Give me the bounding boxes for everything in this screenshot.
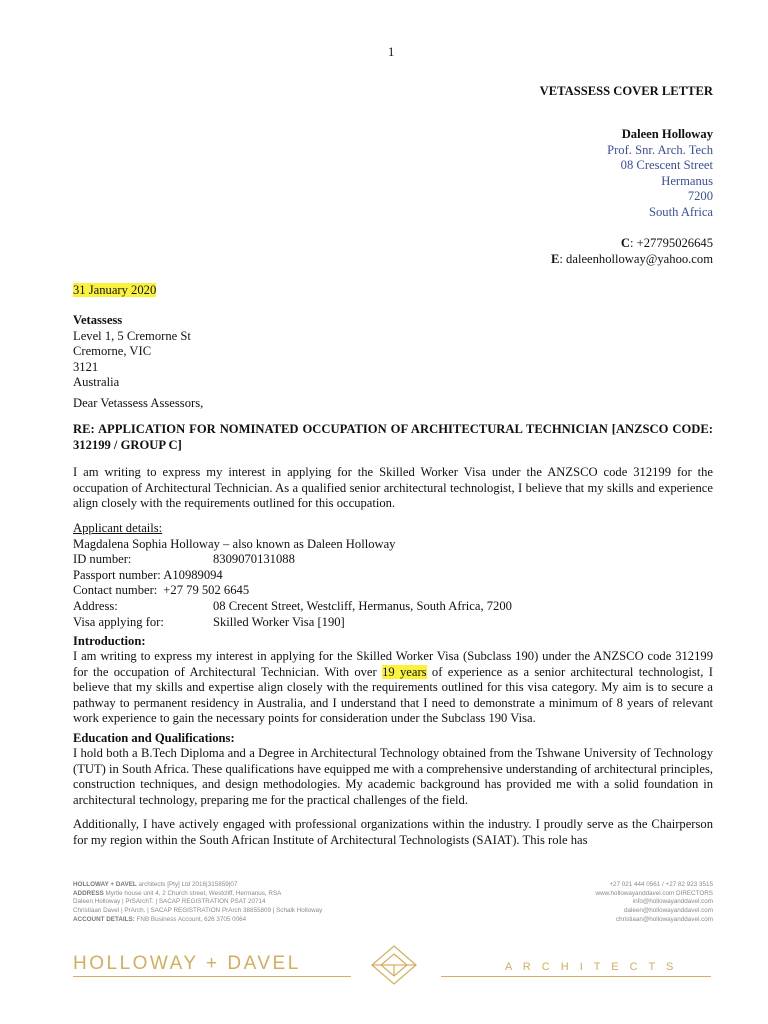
introduction-text: I am writing to express my interest in applying for the Skilled Worker Visa (Subclass 190) under the ANZSCO code 312199 for the occupation of Architectural Technician. With over 19 years of experience as a senior architectural technologist, I believe that my skills and expertise align closely with the requirements outlined for this visa category. My aim is to secure a pathway to permanent residency in Australia, and I understand that I need to demonstrate a minimum of 8 years of relevant work experience to gain the necessary points for consideration under the Subclass 190 Visa.: [73, 649, 713, 726]
footer-left: [73, 881, 322, 925]
letter-date: 31 January 2020: [73, 283, 157, 297]
salutation: Dear Vetassess Assessors,: [73, 396, 204, 410]
recipient-line3: 3121: [73, 359, 99, 374]
recipient-name: Vetassess: [73, 313, 123, 327]
footer-director-1: Daleen Holloway | PrSArchT. | SACAP REGISTRATION PSAT 20714: [73, 898, 266, 906]
recipient-line4: Australia: [73, 375, 120, 390]
brand-cube-icon: [369, 944, 419, 986]
sender-country: South Africa: [648, 204, 713, 219]
additional-paragraph: Additionally, I have actively engaged with professional organizations within the industry. I proudly serve as the Chairperson for my region within the South African Institute of Architectural Technologists (SAIAT). This role has: [73, 817, 713, 847]
brand-tagline: A R C H I T E C T S: [505, 961, 678, 973]
footer-right: [596, 881, 713, 925]
applicant-visa: Visa applying for: Skilled Worker Visa [190]: [73, 614, 345, 629]
page-number: 1: [388, 45, 395, 59]
sender-town: Hermanus: [661, 173, 713, 188]
brand-line-left: [73, 976, 351, 977]
education-text: I hold both a B.Tech Diploma and a Degree in Architectural Technology obtained from the Tshwane University of Technology (TUT) in South Africa. These qualifications have equipped me with a comprehensive understanding of architectural principles, construction techniques, and design methodologies. My academic background has provided me with a solid foundation in architectural technology, preparing me for the practical challenges of the field.: [73, 746, 713, 807]
footer-email-info: info@hollowayanddavel.com: [632, 898, 713, 906]
applicant-contact: Contact number: +27 79 502 6645: [73, 583, 250, 598]
years-highlight: 19 years: [382, 664, 427, 679]
footer-company: HOLLOWAY + DAVEL architects [Pty] Ltd 2016|315859|07: [73, 881, 238, 888]
brand-line-right: [441, 976, 711, 977]
education-heading: Education and Qualifications:: [73, 731, 235, 745]
sender-postcode: 7200: [687, 189, 713, 204]
applicant-full-name: Magdalena Sophia Holloway – also known as Daleen Holloway: [73, 536, 396, 551]
sender-email: E: daleenholloway@yahoo.com: [551, 251, 713, 266]
re-line: RE: APPLICATION FOR NOMINATED OCCUPATION OF ARCHITECTURAL TECHNICIAN [ANZSCO CODE: 312199 / GROUP C]: [73, 422, 713, 452]
footer-account: ACCOUNT DETAILS: FNB Business Account, 626 3705 0064: [73, 915, 247, 923]
footer-email-daleen: daleen@hollowayanddavel.com: [623, 907, 713, 915]
recipient-block: [73, 313, 191, 391]
footer-phone: +27 021 444 0561 / +27 82 923 3515: [609, 881, 713, 888]
sender-street: 08 Crescent Street: [620, 158, 713, 173]
footer-email-christiaan: christiaan@hollowayanddavel.com: [615, 915, 713, 923]
applicant-details: [73, 521, 713, 630]
brand-logo-text: HOLLOWAY + DAVEL: [73, 953, 301, 974]
intro-paragraph: I am writing to express my interest in applying for the Skilled Worker Visa under the ANZSCO code 312199 for the occupation of Architectural Technician. As a qualified senior architectural technologist, I believe that my skills and experience align closely with the requirements outlined for this occupation.: [73, 465, 713, 511]
sender-name: Daleen Holloway: [621, 127, 713, 141]
footer-address: ADDRESS Myrtle house unit 4, 2 Church street, Westcliff, Hermanus, RSA: [73, 889, 282, 897]
recipient-line2: Cremorne, VIC: [73, 344, 152, 359]
sender-cell: C: +27795026645: [620, 236, 713, 251]
applicant-id: ID number: 8309070131088: [73, 552, 295, 567]
footer-website: www.hollowayanddavel.com DIRECTORS: [595, 889, 713, 897]
applicant-passport: Passport number: A10989094: [73, 567, 223, 582]
document-title: VETASSESS COVER LETTER: [539, 84, 713, 98]
applicant-heading: Applicant details:: [73, 521, 163, 535]
sender-block: [551, 127, 713, 267]
sender-title: Prof. Snr. Arch. Tech: [607, 142, 713, 157]
introduction-heading: Introduction:: [73, 634, 146, 648]
recipient-line1: Level 1, 5 Cremorne St: [73, 328, 191, 343]
footer-director-2: Christiaan Davel | PrArch. | SACAP REGISTRATION PrArch 38855809 | Schalk Holloway: [73, 907, 323, 915]
applicant-address: Address: 08 Crecent Street, Westcliff, Hermanus, South Africa, 7200: [73, 598, 512, 613]
